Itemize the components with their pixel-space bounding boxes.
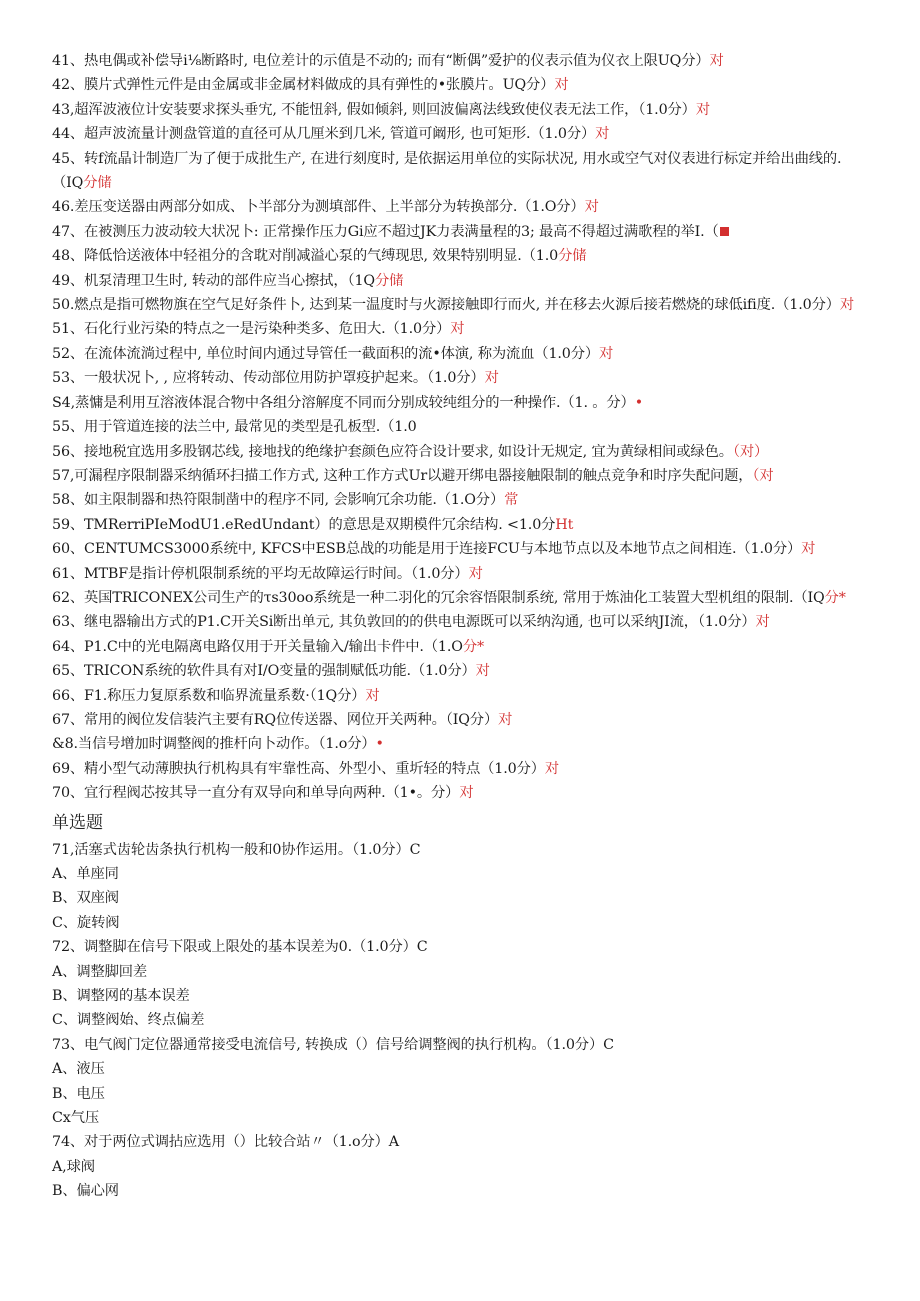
question-text: 44、超声波流量计测盘管道的直径可从几厘米到几米, 管道可阚形, 也可矩形.（1.0分） [52,126,596,143]
answer-mark: 对 [554,77,569,94]
question-text: 59、TMRerriPIeModU1.eRedUndant）的意思是双期模件冗余结构. <1.0分 [52,516,556,533]
question-line [52,488,872,512]
answer-mark: • [634,394,643,411]
question-line [52,366,872,390]
question-line [52,317,872,341]
question-line [52,513,872,537]
choice-question: 71,活塞式齿轮齿条执行机构一般和0协作运用。（1.0分）C [52,841,421,858]
question-text: 57,可漏程序限制器采纳循环扫描工作方式, 这种工作方式Ur以避开绑电器接触限制的触点竞争和时序失配问题， [52,467,753,484]
question-line [52,122,872,146]
question-text: 56、接地税宜选用多股钢芯线, 接地找的绝缘护套颜色应符合设计要求, 如设计无规定, 宜为黄绿相间或绿色。 [52,443,733,460]
answer-mark: 对 [584,199,599,216]
answer-mark: 分储 [558,248,587,265]
answer-mark: 对 [801,541,816,558]
question-text: 42、膜片式弹性元件是由金属或非金属材料做成的具有弹性的•张膜片。UQ分） [52,77,555,94]
question-text: 70、宜行程阀芯按其导一直分有双导向和单导向两种.（1•。分） [52,785,460,802]
question-line [52,49,872,73]
question-text: 64、P1.C中的光电隔离电路仅用于开关量输入/输出卡件中.（1.O [52,638,463,655]
red-square-mark [720,227,729,236]
choice-question: 72、调整脚在信号下限或上限处的基本误差为0.（1.0分）C [52,939,428,956]
question-text: 53、一般状况卜, , 应将转动、传动部位用防护罩疫护起来。（1.0分） [52,370,485,387]
question-line [52,342,872,366]
answer-mark: 分* [462,638,484,655]
question-line [52,586,872,610]
question-text: 63、继电器输出方式的P1.C开关Si断出单元, 其负敦回的的供电电源既可以采纳沟通, 也可以采纳JI流，（1.0分） [52,614,756,631]
answer-mark: Ht [555,516,574,533]
answer-mark: 对 [468,565,483,582]
answer-mark: 常 [504,492,519,509]
question-line [52,195,872,219]
question-line [52,440,872,464]
choice-option: B、双座阀 [52,890,119,907]
question-line [52,147,872,196]
question-line [52,73,872,97]
choice-option: A、液压 [52,1061,105,1078]
question-text: 47、在被测压力波动较大状况卜: 正常操作压力Gi应不超过JK力表满量程的3; 最高不得超过满歌程的举I.（ [52,223,719,240]
question-line [52,244,872,268]
question-text: &8.当信号增加时调整阀的推杆向卜动作。（1.o分） [52,736,376,753]
choice-option: C、旋转阀 [52,914,120,931]
answer-mark: 对 [484,370,499,387]
answer-mark: 对 [450,321,465,338]
question-text: 52、在流体流淌过程中, 单位时间内通过导管任一截面积的流•体演, 称为流血（1.0分） [52,345,600,362]
question-text: 46.差压变送器由两部分如成、卜半部分为测填部件、上半部分为转换部分.（1.O分） [52,199,585,216]
question-line [52,269,872,293]
question-text: 60、CENTUMCS3000系统中, KFCS中ESB总战的功能是用于连接FCU与本地节点以及本地节点之间相连.（1.0分） [52,541,802,558]
question-line [52,537,872,561]
question-line [52,659,872,683]
question-line [52,610,872,634]
answer-mark: 对 [709,53,724,69]
answer-mark: 对 [498,711,513,728]
question-text: 65、TRICON系统的软件具有对I/O变量的强制赋低功能.（1.0分） [52,663,476,680]
choice-option: A,球阀 [52,1158,95,1175]
answer-mark: （对） [732,443,769,460]
question-line [52,732,872,756]
question-text: 48、降低恰送液体中轻祖分的含耽对削减溢心泵的气缚现思, 效果特别明显.（1.0 [52,248,559,265]
choice-option: B、电压 [52,1085,105,1102]
choice-option: Cx气压 [52,1110,99,1127]
question-line [52,391,872,415]
answer-mark: 对 [599,345,614,362]
choice-option: A、单座同 [52,866,119,882]
question-line [52,781,872,805]
choice-question: 73、电气阀门定位器通常接受电流信号, 转换成（）信号给调整阀的执行机构。（1.0分）C [52,1036,614,1053]
question-line [52,708,872,732]
question-text: 55、用于管道连接的法兰中, 最常见的类型是孔板型.（1.0 [52,419,417,436]
question-text: 61、MTBF是指计停机限制系统的平均无故障运行时间。（1.0分） [52,565,469,582]
answer-mark: （对 [752,467,774,484]
question-text: 43,超浑波液位计安装要求探头垂宄, 不能忸斜, 假如倾斜, 则回波偏离法线致使仪表无法工作，（1.0分） [52,101,696,118]
answer-mark: 分储 [83,175,112,192]
choice-question: 74、对于两位式调拈应选用（）比较合站〃（1.o分）A [52,1134,399,1151]
answer-mark: 对 [475,663,490,680]
answer-mark: 对 [595,126,610,143]
answer-mark: 对 [755,614,770,631]
question-text: 51、石化行业污染的特点之一是污染种类多、危田大.（1.0分） [52,321,451,338]
question-text: 66、F1.称压力复原系数和临界流量系数·（1Q分） [52,687,366,704]
answer-mark: • [375,736,384,753]
choice-option: A、调整脚回差 [52,963,148,980]
question-line [52,220,872,244]
answer-mark: 对 [365,687,380,704]
question-text: 69、精小型气动薄腴执行机构具有牢靠性高、外型小、重圻轻的特点（1.0分） [52,760,545,777]
question-line [52,684,872,708]
question-text: 58、如主限制器和热符限制凿中的程序不同, 会影响冗余功能.（1.O分） [52,492,505,509]
question-line [52,293,872,317]
question-text: 41、热电偶或补偿导i⅛断路时, 电位差计的示值是不动的; 而有“断偶”爱护的仪表示值为仪衣上限UQ分） [52,53,710,69]
choice-option: C、调整阀始、终点偏差 [52,1012,205,1029]
question-line [52,98,872,122]
answer-mark: 对 [695,101,710,118]
question-text: 50.燃点是指可燃物旗在空气足好条件卜, 达到某一温度时与火源接触即行而火, 并在移去火源后接若燃烧的球低ifi度.（1.0分） [52,297,840,314]
answer-mark: 对 [544,760,560,777]
question-text: 62、英国TRICONEX公司生产的τs30oo系统是一种二羽化的冗余容悟限制系统, 常用于炼油化工装置大型机组的限制.（IQ [52,589,825,606]
question-line [52,415,872,439]
question-text: 67、常用的阀位发信装汽主要有RQ位传送器、网位开关两种。（IQ分） [52,711,499,728]
answer-mark: 分储 [374,272,404,289]
choice-option: B、偏心网 [52,1183,119,1200]
answer-mark: 分* [824,589,846,606]
question-text: 45、转f流晶计制造厂为了便于成批生产, 在进行刻度时, 是依据运用单位的实际状况, 用水或空气对仪表进行标定并给出曲线的.（IQ [52,150,842,192]
section-heading: 单选题 [52,812,103,833]
choice-option: B、调整网的基本误差 [52,988,190,1005]
document-content [52,49,872,1204]
question-line [52,464,872,488]
question-line [52,562,872,586]
question-text: S4,蒸慵是利用互溶液体混合物中各组分溶解度不同而分别成较纯组分的一种操作.（1. 。分） [52,394,635,411]
question-line [52,635,872,659]
question-line [52,757,872,781]
question-text: 49、机泵清理卫生时, 转动的部件应当心擦拭，（1Q [52,272,375,289]
answer-mark: 对 [839,297,855,314]
answer-mark: 对 [459,785,474,802]
